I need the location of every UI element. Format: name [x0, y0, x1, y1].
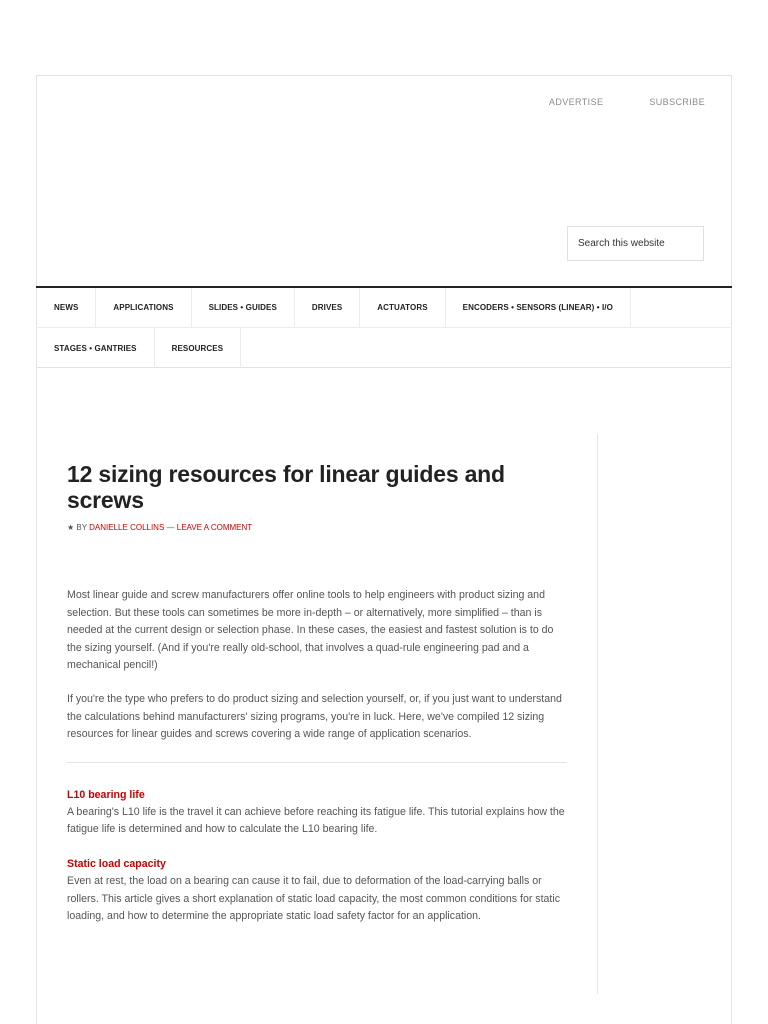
nav-item-applications[interactable]: APPLICATIONS	[96, 288, 191, 327]
meta-separator: —	[164, 523, 177, 532]
nav-row-2	[36, 328, 240, 368]
nav-row-1	[36, 288, 732, 328]
paragraph: If you're the type who prefers to do product sizing and selection yourself, or, if you just want to understand the calculations behind manufacturers' sizing programs, you're in luck. Here, we've compiled 12 sizing resources for linear guides and screws covering a wide range of application scenarios.	[67, 692, 562, 741]
article-body	[67, 587, 567, 926]
search-input[interactable]	[567, 226, 704, 261]
section-heading[interactable]: Static load capacity	[67, 857, 166, 870]
meta-prefix: ★ BY	[67, 523, 90, 532]
subscribe-link[interactable]: SUBSCRIBE	[649, 97, 705, 107]
sidebar-divider	[597, 434, 598, 994]
nav-item-news[interactable]: NEWS	[36, 288, 96, 327]
nav-item-stages-gantries[interactable]: STAGES • GANTRIES	[36, 328, 155, 368]
article-title: 12 sizing resources for linear guides and screws	[67, 461, 505, 513]
section-text: A bearing's L10 life is the travel it can achieve before reaching its fatigue life. This tutorial explains how the fatigue life is determined and how to calculate the L10 bearing life.	[67, 805, 565, 836]
article-meta	[67, 523, 567, 532]
author-link[interactable]: DANIELLE COLLINS	[89, 523, 165, 532]
nav-item-resources[interactable]: RESOURCES	[155, 328, 242, 368]
nav-item-slides-guides[interactable]: SLIDES • GUIDES	[192, 288, 295, 327]
primary-nav	[36, 286, 732, 368]
nav-item-drives[interactable]: DRIVES	[295, 288, 360, 327]
section-text: Even at rest, the load on a bearing can cause it to fail, due to deformation of the load-carrying balls or rollers. This article gives a short explanation of static load capacity, the most common conditions for static loading, and how to determine the appropriate static load safety factor for an application.	[67, 874, 561, 923]
divider	[67, 762, 567, 763]
header-links	[549, 97, 705, 107]
paragraph: Most linear guide and screw manufacturers offer online tools to help engineers with product sizing and selection. But these tools can sometimes be more in-depth – or alternatively, more simplified – than is needed at the current design or selection phase. In these cases, the easiest and fastest solution is to do the sizing yourself. (And if you're really old-school, that involves a quad-rule engineering pad and a mechanical pencil!)	[67, 589, 554, 672]
site-container	[36, 75, 732, 1024]
article	[67, 461, 567, 943]
leave-comment-link[interactable]: LEAVE A COMMENT	[176, 523, 253, 532]
advertise-link[interactable]: ADVERTISE	[548, 97, 604, 107]
nav-item-actuators[interactable]: ACTUATORS	[360, 288, 445, 327]
section-heading[interactable]: L10 bearing life	[67, 788, 145, 801]
nav-item-encoders-sensors[interactable]: ENCODERS • SENSORS (LINEAR) • I/O	[446, 288, 631, 327]
